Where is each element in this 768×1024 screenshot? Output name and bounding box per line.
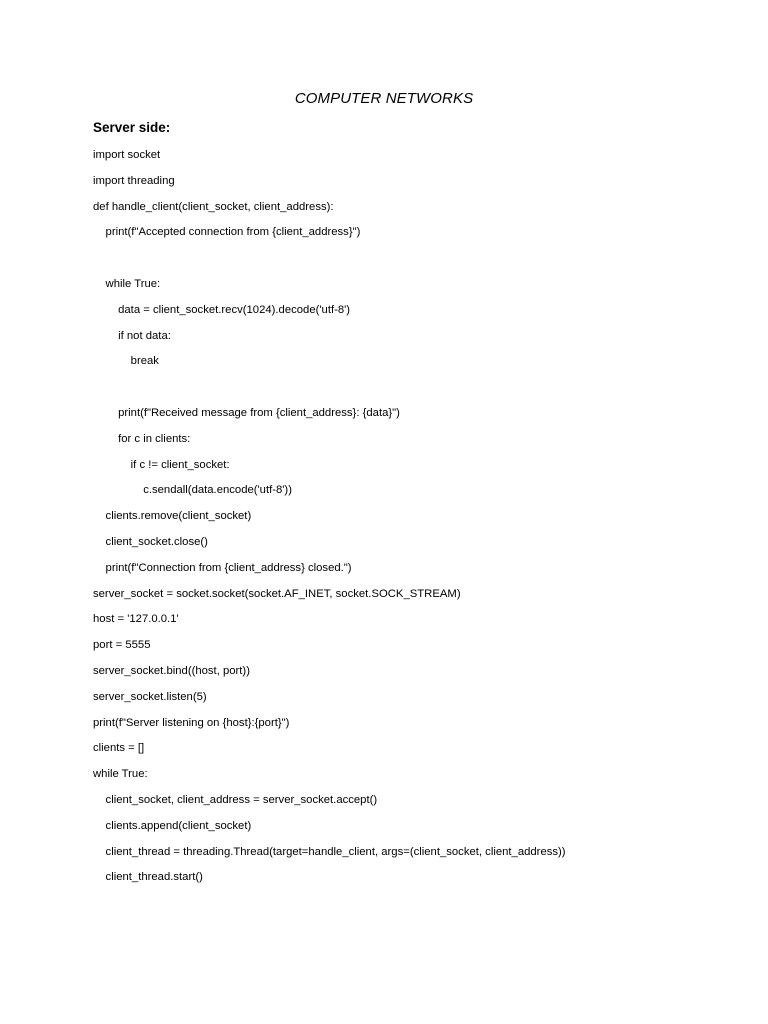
code-line: clients = [] — [93, 742, 145, 755]
code-line: print(f"Received message from {client_address}: {data}") — [93, 406, 400, 419]
code-line: clients.append(client_socket) — [93, 819, 252, 832]
section-heading: Server side: — [93, 120, 171, 135]
code-line: clients.remove(client_socket) — [93, 510, 252, 523]
code-line: print(f"Connection from {client_address} closed.") — [93, 561, 352, 574]
code-line: while True: — [93, 768, 148, 781]
code-line: if c != client_socket: — [93, 458, 230, 471]
code-line: print(f"Accepted connection from {client_address}") — [93, 226, 361, 239]
code-line: print(f"Server listening on {host}:{port}") — [93, 716, 290, 729]
code-line: client_socket, client_address = server_socket.accept() — [93, 793, 378, 806]
code-line: if not data: — [93, 329, 171, 342]
code-line: client_socket.close() — [93, 535, 208, 548]
code-line — [93, 248, 733, 274]
code-line — [93, 377, 733, 403]
code-line: def handle_client(client_socket, client_address): — [93, 200, 334, 213]
code-line: client_thread = threading.Thread(target=handle_client, args=(client_socket, client_address)) — [93, 845, 566, 858]
code-line: client_thread.start() — [93, 871, 203, 884]
code-line: break — [93, 355, 159, 368]
code-line: import threading — [93, 174, 175, 187]
code-line: while True: — [93, 277, 161, 290]
code-line: for c in clients: — [93, 432, 191, 445]
code-line: c.sendall(data.encode('utf-8')) — [93, 484, 292, 497]
code-line: server_socket.bind((host, port)) — [93, 664, 250, 677]
code-line: import socket — [93, 149, 161, 161]
document-title: COMPUTER NETWORKS — [294, 90, 474, 107]
code-line: host = '127.0.0.1' — [93, 613, 179, 626]
code-line: server_socket = socket.socket(socket.AF_INET, socket.SOCK_STREAM) — [93, 587, 461, 600]
code-line: port = 5555 — [93, 639, 151, 652]
code-block — [93, 145, 733, 893]
code-line: server_socket.listen(5) — [93, 690, 207, 703]
code-line: data = client_socket.recv(1024).decode('utf-8') — [93, 303, 351, 316]
